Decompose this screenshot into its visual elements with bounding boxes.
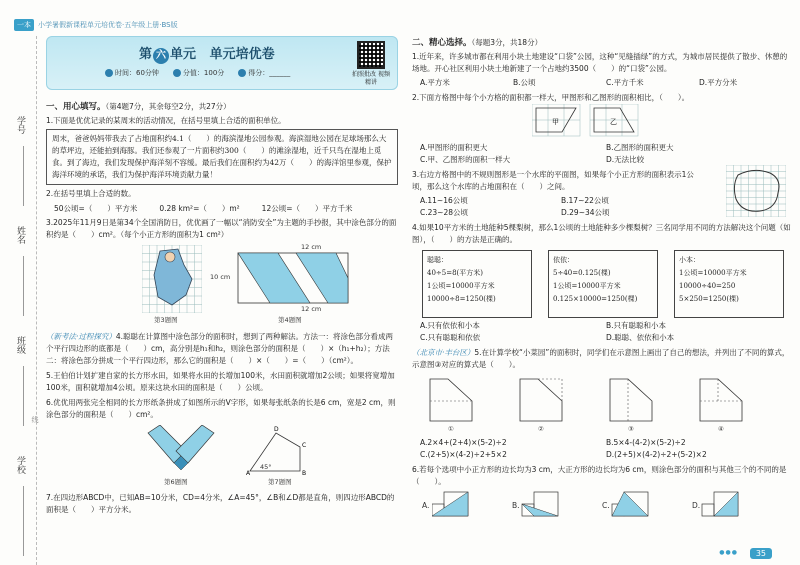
option-c[interactable]: C.只有聪聪和依依 bbox=[420, 333, 481, 342]
label-class: 班级 bbox=[15, 336, 25, 354]
jia-yi-grid-figure bbox=[532, 104, 642, 138]
option-c[interactable]: C.(2+5)×(4-2)÷2+5×2 bbox=[420, 450, 507, 459]
garden-shapes bbox=[412, 375, 792, 435]
reservoir-grid-figure bbox=[726, 165, 786, 217]
q4-options bbox=[412, 320, 792, 344]
unit-header bbox=[46, 36, 398, 90]
got-text: 得分：______ bbox=[248, 69, 291, 77]
v-shape-figure bbox=[146, 425, 216, 475]
fig7-angle: 45° bbox=[260, 463, 272, 471]
method-line: 10000÷8=1250(棵) bbox=[427, 295, 496, 303]
score-text: 分值：100分 bbox=[182, 69, 225, 77]
q6-figures bbox=[412, 491, 792, 519]
fig4-top-length: 12 cm bbox=[301, 243, 322, 251]
fill-question-5: 5.王伯伯计划扩建自家的长方形水田，如果将水田的长增加100米，水田面积就增加2公顷；如果将宽增加100米，面积就增加4公顷。原来这块水田的面积是（ ）公顷。 bbox=[46, 371, 395, 392]
q4-text: 4.聪聪在计算图中涂色部分的面积时，想到了两种解法。方法一：将涂色部分看成两个平行四边形的底都是（ ）cm，高分别是h₁和h₂，则涂色部分的面积是（ ）×（h₁+h₂）；方法二：将涂色部分拼成一个平行四边形，那么它的面积是（ ）×（ ）=（ ）（cm²）。 bbox=[46, 332, 394, 365]
fig4-height: 10 cm bbox=[210, 273, 231, 281]
section-1-label: 一、用心填写。 bbox=[46, 102, 106, 112]
option-b[interactable]: B.乙图形的面积更大 bbox=[606, 143, 674, 152]
fig3-caption: 第3题图 bbox=[154, 316, 178, 324]
choice-question-3: 3.右边方格图中的不规则图形是一个水库的平面图，如果每个小正方形的面积表示1公顷，那么这个水库的占地面积在（ ）之间。 bbox=[412, 170, 694, 191]
method-line: 40÷5=8(平方米) bbox=[427, 269, 484, 277]
choice-question-6: 6.若每个选项中小正方形的边长均为3 cm，大正方形的边长均为6 cm，则涂色部分的面积与其他三个的不同的是（ ）。 bbox=[412, 465, 787, 486]
fill-question-6: 6.优优用两张完全相同的长方形纸条拼成了如图所示的V字形，如果每张纸条的长是6 cm，宽是2 cm，则涂色部分的面积是（ ）cm²。 bbox=[46, 398, 396, 419]
qr-code-icon[interactable] bbox=[357, 41, 385, 69]
fill-question-4 bbox=[46, 331, 398, 367]
cut-line-label: 线 bbox=[31, 416, 39, 423]
q6-option-b[interactable]: B. bbox=[512, 501, 520, 510]
svg-text:D: D bbox=[274, 426, 279, 433]
method-line: 1公顷=10000平方米 bbox=[427, 282, 495, 290]
section-2-label: 二、精心选择。 bbox=[412, 38, 472, 48]
pencil-icon bbox=[238, 69, 246, 77]
q6-option-d[interactable]: D. bbox=[692, 501, 701, 510]
series-bar bbox=[14, 18, 178, 32]
q5-text: 5.在计算学校“小菜园”的面积时，同学们在示意图上画出了自己的想法，并列出了不同的算式，示意图③对应的算式是（ ）。 bbox=[412, 348, 790, 369]
figure-row-6-7 bbox=[46, 425, 398, 489]
name-line bbox=[23, 256, 24, 316]
clock-icon bbox=[105, 69, 113, 77]
series-title: 小学暑假新课程单元培优卷·五年级上册·BS版 bbox=[38, 21, 178, 29]
class-line bbox=[23, 366, 24, 426]
q6-option-a[interactable]: A. bbox=[422, 501, 430, 510]
svg-text:A: A bbox=[246, 470, 251, 475]
firefighter-grid-figure bbox=[142, 245, 202, 313]
svg-text:C: C bbox=[302, 442, 307, 449]
fig4-bottom-length: 12 cm bbox=[301, 305, 322, 313]
option-b[interactable]: B.只有聪聪和小本 bbox=[606, 321, 667, 330]
label-student-id: 学号 bbox=[15, 116, 25, 134]
page-number: 35 bbox=[750, 548, 772, 559]
score-icon bbox=[173, 69, 181, 77]
quadrilateral-figure bbox=[246, 425, 316, 475]
method-line: 1公顷=10000平方米 bbox=[679, 269, 747, 277]
option-a[interactable]: A.11~16公顷 bbox=[420, 196, 468, 205]
binding-margin bbox=[0, 36, 42, 565]
option-b[interactable]: B.公顷 bbox=[513, 78, 536, 87]
shape-number: ① bbox=[448, 425, 454, 433]
fill-question-3: 3.2025年11月9日是第34个全国消防日，优优画了一幅以“消防安全”为主题的手抄报，其中涂色部分的面积约是（ ）cm²。（每个小正方形的面积为1 cm²） bbox=[46, 218, 397, 239]
choice-question-5 bbox=[412, 347, 792, 371]
right-column bbox=[412, 36, 792, 519]
method-line: 10000÷40=250 bbox=[679, 282, 736, 290]
choice-question-2: 2.下面方格图中每个小方格的面积都一样大，甲图形和乙图形的面积相比，（ ）。 bbox=[412, 93, 690, 102]
q4-tag: （新考法·过程探究） bbox=[46, 332, 116, 341]
q2-blank[interactable]: 0.28 km²=（ ）m² bbox=[159, 204, 240, 213]
method-line: 5÷40=0.125(棵) bbox=[553, 269, 611, 277]
method-author: 依依： bbox=[553, 256, 574, 264]
q2-figure bbox=[412, 104, 792, 140]
got-info bbox=[238, 68, 290, 78]
q2-options bbox=[412, 142, 792, 166]
option-d[interactable]: D.聪聪、依依和小本 bbox=[606, 333, 675, 342]
svg-text:B: B bbox=[302, 470, 307, 475]
jia-label: 甲 bbox=[552, 118, 559, 126]
square-pair-figures bbox=[432, 491, 782, 517]
option-a[interactable]: A.2×4+(2+4)×(5-2)÷2 bbox=[420, 438, 507, 447]
method-line: 0.125×10000=1250(棵) bbox=[553, 295, 638, 303]
exam-meta bbox=[105, 68, 290, 78]
section-2-points: （每题3分，共18分） bbox=[471, 38, 543, 47]
parallelogram-figure bbox=[226, 245, 356, 313]
choice-question-4: 4.如果10平方米的土地能种5棵梨树，那么1公顷的土地能种多少棵梨树？三名同学用不同的方法解决这个问题（如图），（ ）的方法是正确的。 bbox=[412, 223, 791, 244]
section-2-title bbox=[412, 36, 792, 48]
q3-options bbox=[412, 195, 702, 219]
method-boxes bbox=[412, 250, 792, 318]
fill-question-1: 1.下面是优优记录的某周末的活动情况，在括号里填上合适的面积单位。 bbox=[46, 116, 286, 125]
option-b[interactable]: B.5×4-(4-2)×(5-2)÷2 bbox=[606, 438, 686, 447]
section-1-points: （第4题7分，其余每空2分，共27分） bbox=[105, 102, 231, 111]
section-1-title bbox=[46, 100, 398, 112]
choice-question-1: 1.近年来，许多城市都在利用小块土地建设“口袋”公园，这种“见缝插绿”的方式，为城市居民提供了散步、休憩的场地。开心社区利用小块土地新建了一个占地约3500（ ）的“口袋”公园。 bbox=[412, 52, 788, 73]
q5-options bbox=[412, 437, 792, 461]
shape-number: ④ bbox=[718, 425, 724, 433]
qr-caption: 拍照批改 视频精讲 bbox=[352, 71, 390, 86]
time-text: 时间：60分钟 bbox=[115, 69, 159, 77]
id-line bbox=[23, 146, 24, 206]
school-line bbox=[23, 486, 24, 556]
method-box-congcong bbox=[422, 250, 532, 318]
unit-prefix: 第 bbox=[139, 47, 153, 62]
option-c[interactable]: C.23~28公顷 bbox=[420, 208, 468, 217]
fill-question-7: 7.在四边形ABCD中，已知AB=10分米，CD=4分米，∠A=45°，∠B和∠D都是直角，则四边形ABCD的面积是（ ）平方分米。 bbox=[46, 493, 395, 514]
diary-box: 周末，爸爸妈妈带我去了占地面积约4.1（ ）的海滨湿地公园参观。海滨湿地公园在足球场那么大的草坪边，还能拍到海豚。我们还参观了一片面积约300（ ）的滩涂湿地，近千只鸟在湿地上觅食。到了海边，我们发现保护海洋刻不容缓。最后我们在面积约为42万（ ）的海洋馆里参观，保护海洋环境的承诺，我们为保护海洋环境贡献力量！ bbox=[46, 129, 398, 185]
option-c[interactable]: C.平方千米 bbox=[606, 78, 644, 87]
option-a[interactable]: A.平方米 bbox=[420, 78, 450, 87]
option-d[interactable]: D.无法比较 bbox=[606, 155, 645, 164]
option-d[interactable]: D.29~34公顷 bbox=[561, 208, 610, 217]
fig4-caption: 第4题图 bbox=[278, 316, 302, 324]
shape-number: ③ bbox=[628, 425, 634, 433]
cut-dashed-line bbox=[36, 36, 37, 565]
score-info bbox=[173, 68, 224, 78]
fig7-caption: 第7题图 bbox=[268, 478, 292, 486]
method-box-yiyi bbox=[548, 250, 658, 318]
q3-block bbox=[412, 169, 792, 219]
method-line: 1公顷=10000平方米 bbox=[553, 282, 621, 290]
q2-blank[interactable]: 12公顷=（ ）平方千米 bbox=[261, 204, 353, 213]
option-c[interactable]: C.甲、乙图形的面积一样大 bbox=[420, 155, 511, 164]
q6-option-c[interactable]: C. bbox=[602, 501, 610, 510]
q2-blank[interactable]: 50公顷=（ ）平方米 bbox=[54, 204, 138, 213]
label-school: 学校 bbox=[15, 456, 25, 474]
shape-number: ② bbox=[538, 425, 544, 433]
q2-blanks bbox=[46, 203, 398, 214]
label-name: 姓名 bbox=[15, 226, 25, 244]
series-badge: 一本 bbox=[14, 19, 34, 31]
time-info bbox=[105, 68, 159, 78]
q5-tag: （北京市·丰台区） bbox=[412, 348, 475, 357]
page-dots: ●●● bbox=[719, 549, 738, 556]
method-box-xiaoben bbox=[674, 250, 784, 318]
q1-options bbox=[412, 77, 792, 89]
unit-suffix: 单元 bbox=[170, 47, 197, 62]
method-author: 小本： bbox=[679, 256, 700, 264]
garden-shape-figures bbox=[420, 375, 790, 433]
option-b[interactable]: B.17~22公顷 bbox=[561, 196, 609, 205]
figure-row-3-4 bbox=[46, 245, 398, 323]
yi-label: 乙 bbox=[610, 118, 617, 126]
option-a[interactable]: A.甲图形的面积更大 bbox=[420, 143, 488, 152]
method-line: 5×250=1250(棵) bbox=[679, 295, 739, 303]
unit-number: 六 bbox=[153, 48, 169, 64]
fig6-caption: 第6题图 bbox=[164, 478, 188, 486]
method-author: 聪聪： bbox=[427, 256, 448, 264]
unit-name: 单元培优卷 bbox=[209, 47, 275, 62]
option-d[interactable]: D.(2+5)×(4-2)÷2+(5-2)×2 bbox=[606, 450, 707, 459]
option-d[interactable]: D.平方分米 bbox=[699, 78, 738, 87]
unit-title bbox=[139, 43, 275, 64]
left-column bbox=[46, 36, 398, 516]
option-a[interactable]: A.只有依依和小本 bbox=[420, 321, 480, 330]
fill-question-2: 2.在括号里填上合适的数。 bbox=[46, 189, 136, 198]
